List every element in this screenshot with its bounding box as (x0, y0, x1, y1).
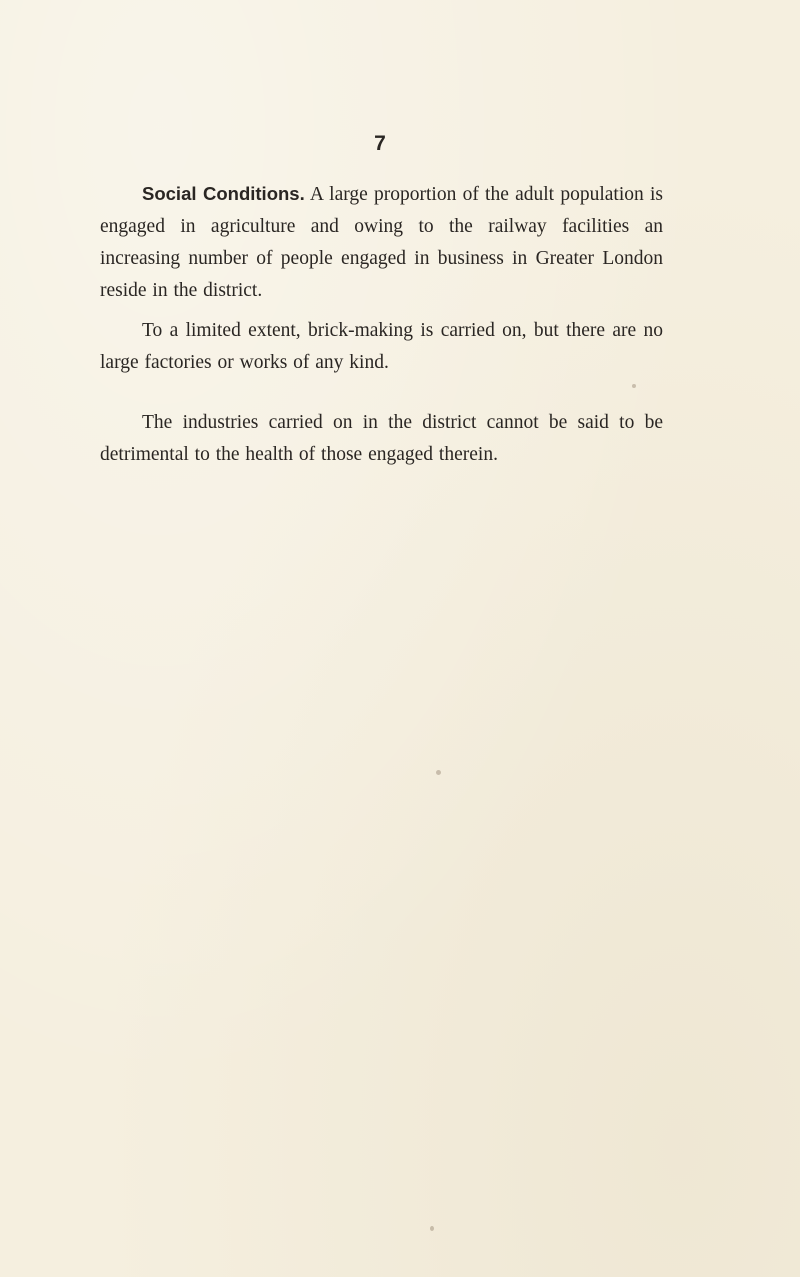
page-number: 7 (374, 132, 386, 155)
paper-speck (436, 770, 441, 775)
paper-speck (430, 1226, 434, 1231)
paper-speck (632, 384, 636, 388)
paragraph-brick-making: To a limited extent, brick-making is carried on, but there are no large factories or works of any kind. (100, 320, 663, 373)
section-heading: Social Conditions. (142, 183, 305, 204)
paragraph-text: A large proportion of the adult population is engaged in agriculture and owing to the railway facilities an increasing number of people engaged in business in Greater London reside in the district. (100, 184, 663, 301)
paragraph-social-conditions (100, 178, 663, 307)
paragraph-industries: The industries carried on in the district cannot be said to be detrimental to the health of those engaged therein. (100, 412, 663, 465)
